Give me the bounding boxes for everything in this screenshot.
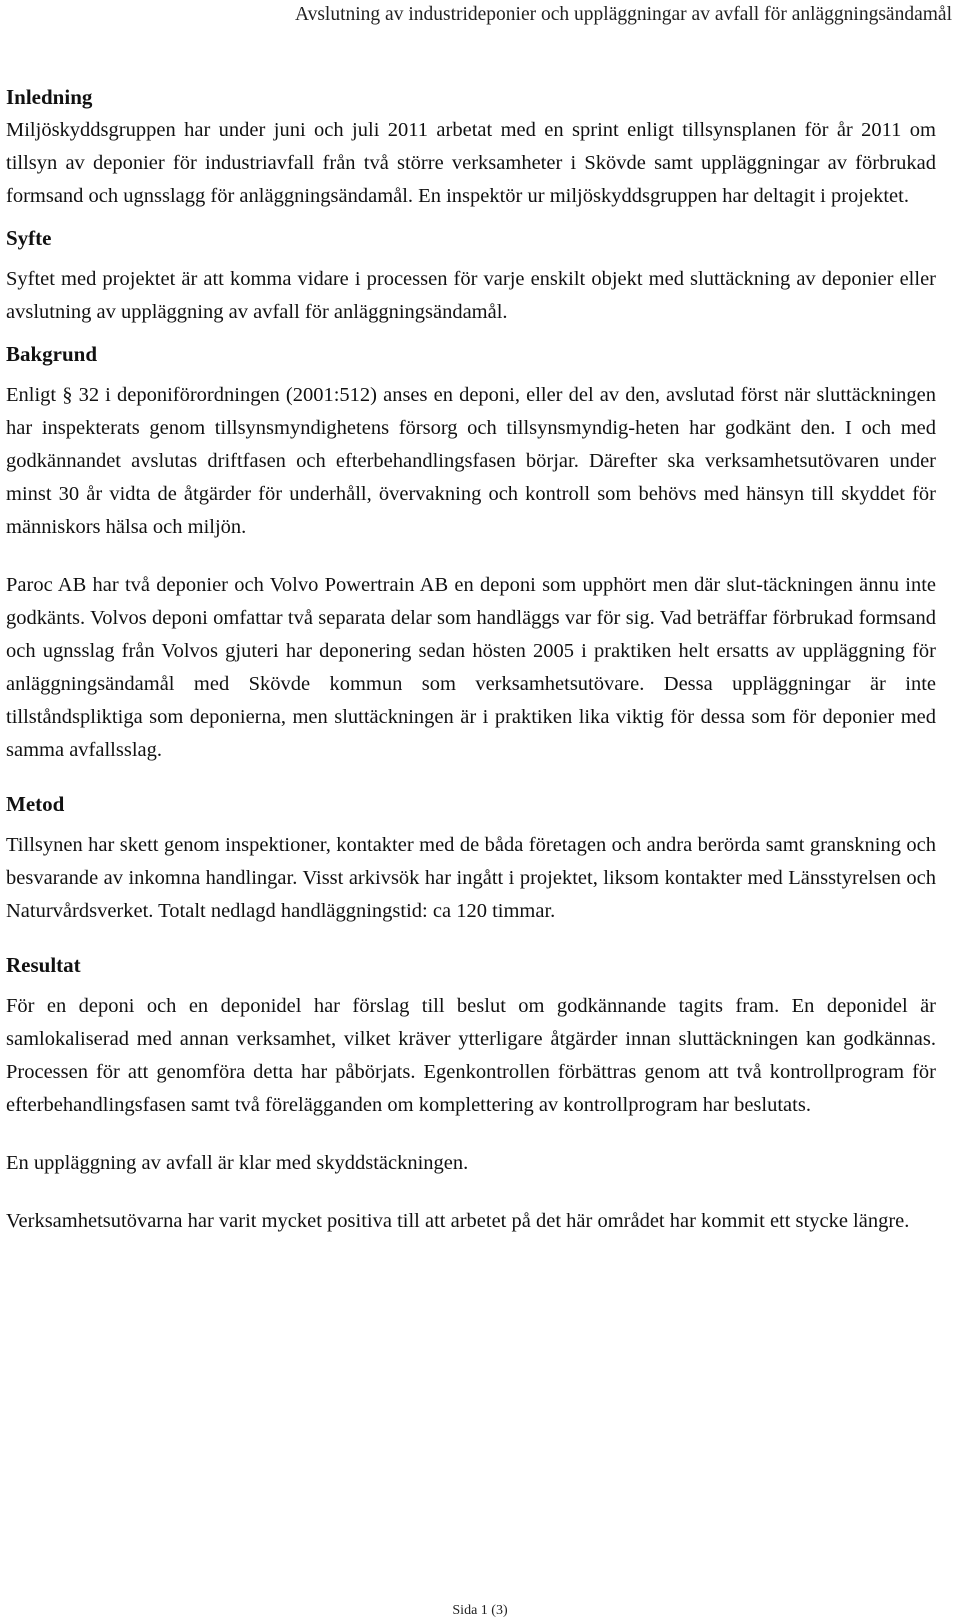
heading-inledning: Inledning	[6, 85, 93, 109]
heading-syfte: Syfte	[6, 226, 52, 250]
paragraph-inledning: Miljöskyddsgruppen har under juni och juli 2011 arbetat med en sprint enligt tillsynsplanen för år 2011 om tillsyn av deponier för industriavfall från två större verksamheter i Skövde samt uppläggningar av förbrukad formsand och ugnsslagg för anläggningsändamål. En inspektör ur miljöskyddsgruppen har deltagit i projektet.	[6, 119, 936, 207]
paragraph-resultat-2: En uppläggning av avfall är klar med skyddstäckningen.	[6, 1152, 469, 1174]
paragraph-resultat-3: Verksamhetsutövarna har varit mycket positiva till att arbetet på det här området har kommit ett stycke längre.	[6, 1210, 910, 1232]
paragraph-metod: Tillsynen har skett genom inspektioner, kontakter med de båda företagen och andra berörda samt granskning och besvarande av inkomna handlingar. Visst arkivsök har ingått i projektet, liksom kontakter med Länsstyrelsen och Naturvårdsverket. Totalt nedlagd handläggningstid: ca 120 timmar.	[6, 834, 936, 922]
document-body	[6, 80, 936, 1238]
heading-metod: Metod	[6, 792, 65, 816]
paragraph-syfte: Syftet med projektet är att komma vidare i processen för varje enskilt objekt med sluttäckning av deponier eller avslutning av uppläggning av avfall för anläggningsändamål.	[6, 268, 936, 323]
paragraph-resultat-1: För en deponi och en deponidel har förslag till beslut om godkännande tagits fram. En deponidel är samlokaliserad med annan verksamhet, vilket kräver ytterligare åtgärder innan sluttäckningen kan godkännas. Processen för att genomföra detta har påbörjats. Egenkontrollen förbättras genom att två kontrollprogram för efterbehandlingsfasen samt två förelägganden om komplettering av kontrollprogram har beslutats.	[6, 995, 936, 1116]
paragraph-bakgrund-1: Enligt § 32 i deponiförordningen (2001:512) anses en deponi, eller del av den, avslutad först när sluttäckningen har inspekterats genom tillsynsmyndighetens försorg och tillsynsmyndig-heten har godkänt den. I och med godkännandet avslutas driftfasen och efterbehandlingsfasen börjar. Därefter ska verksamhetsutövaren under minst 30 år vidta de åtgärder för underhåll, övervakning och kontroll som behövs med hänsyn till skyddet för människors hälsa och miljön.	[6, 384, 936, 538]
heading-bakgrund: Bakgrund	[6, 342, 98, 366]
heading-resultat: Resultat	[6, 953, 81, 977]
running-header: Avslutning av industrideponier och uppläggningar av avfall för anläggningsändamål	[294, 4, 952, 25]
page-number: Sida 1 (3)	[452, 1603, 508, 1618]
paragraph-bakgrund-2: Paroc AB har två deponier och Volvo Powertrain AB en deponi som upphört men där slut-täckningen ännu inte godkänts. Volvos deponi omfattar två separata delar som handläggs var för sig. Vad beträffar förbrukad formsand och ugnsslag från Volvos gjuteri har deponering sedan hösten 2005 i praktiken helt ersatts av uppläggning för anläggningsändamål med Skövde kommun som verksamhetsutövare. Dessa uppläggningar är inte tillståndspliktiga som deponierna, men sluttäckningen är i praktiken lika viktig för dessa som för deponier med samma avfallsslag.	[6, 574, 936, 761]
